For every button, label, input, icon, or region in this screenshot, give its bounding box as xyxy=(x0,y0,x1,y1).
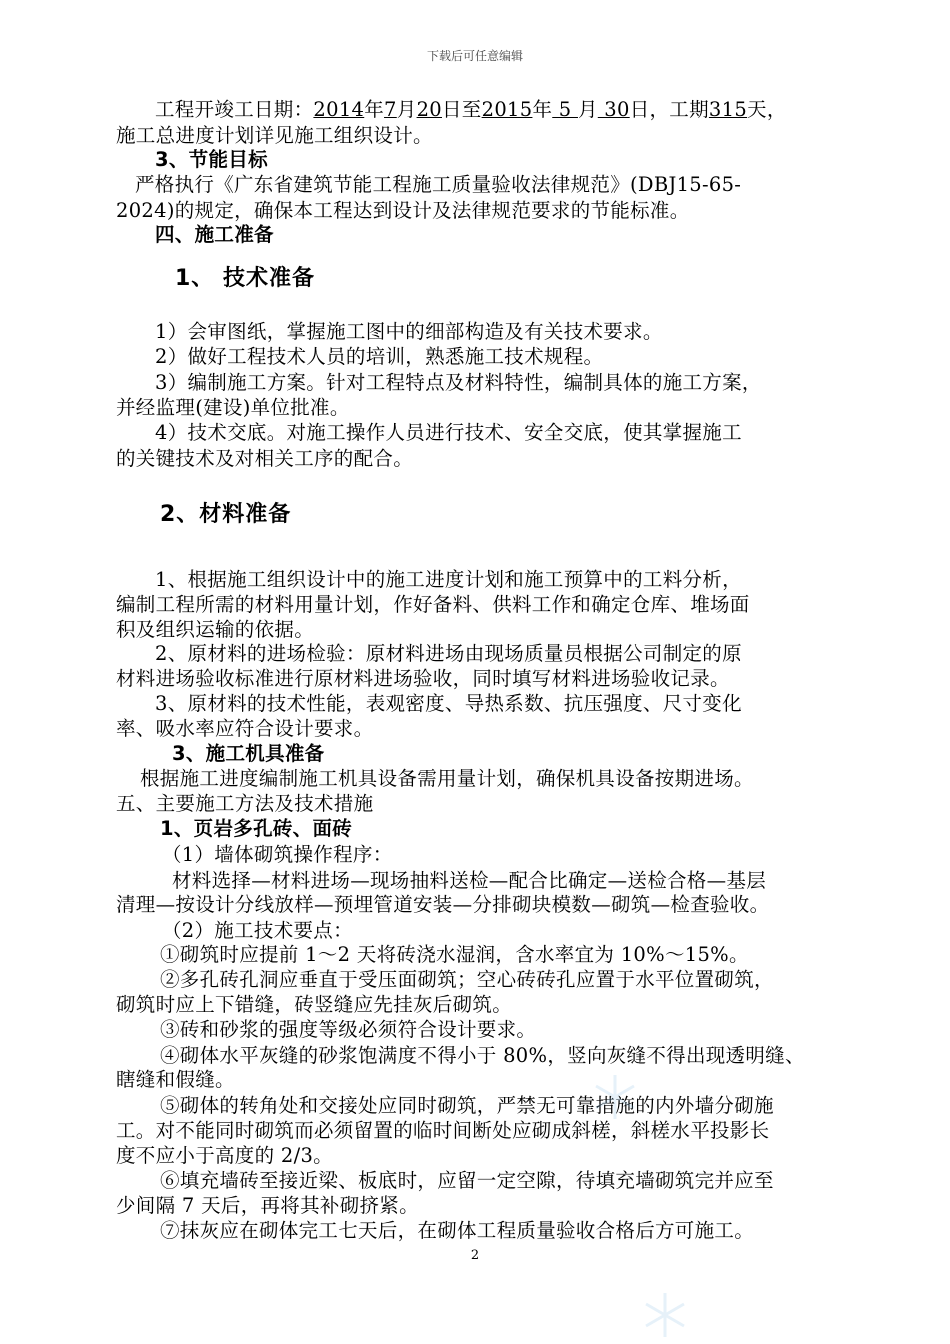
duration-days: 315 xyxy=(708,98,748,121)
start-day: 20 xyxy=(416,98,442,121)
paragraph-line: 严格执行《广东省建筑节能工程施工质量验收法律规范》(DBJ15-65- xyxy=(135,173,742,196)
header-note: 下载后可任意编辑 xyxy=(426,49,523,63)
snowflake-watermark-icon xyxy=(640,1290,690,1340)
paragraph-line: 编制工程所需的材料用量计划，作好备料、供料工作和确定仓库、堆场面 xyxy=(116,593,750,616)
paragraph-line: 率、吸水率应符合设计要求。 xyxy=(116,717,374,740)
paragraph-line: 并经监理(建设)单位批准。 xyxy=(116,396,350,419)
paragraph-line: （2）施工技术要点： xyxy=(162,919,353,942)
paragraph-line: ②多孔砖孔洞应垂直于受压面砌筑；空心砖砖孔应置于水平位置砌筑， xyxy=(160,968,774,991)
page-number: 2 xyxy=(470,1248,480,1263)
paragraph-line: ⑥填充墙砖至接近梁、板底时，应留一定空隙，待填充墙砌筑完并应至 xyxy=(160,1169,774,1192)
paragraph-line: ③砖和砂浆的强度等级必须符合设计要求。 xyxy=(160,1018,537,1041)
paragraph-line: 2）做好工程技术人员的培训，熟悉施工技术规程。 xyxy=(155,345,604,368)
section-heading: 3、施工机具准备 xyxy=(172,742,325,765)
paragraph-line: 4）技术交底。对施工操作人员进行技术、安全交底，使其掌握施工 xyxy=(155,421,742,444)
paragraph-line: 材料进场验收标准进行原材料进场验收，同时填写材料进场验收记录。 xyxy=(116,667,730,690)
paragraph-line: ①砌筑时应提前 1～2 天将砖浇水湿润，含水率宜为 10%～15%。 xyxy=(160,943,749,966)
end-day: 30 xyxy=(597,98,630,121)
paragraph-line: 清理—按设计分线放样—预埋管道安装—分排砌块模数—砌筑—检查验收。 xyxy=(116,893,770,916)
paragraph-line: 度不应小于高度的 2/3。 xyxy=(116,1144,333,1167)
end-month: 5 xyxy=(552,98,578,121)
paragraph-line: 积及组织运输的依据。 xyxy=(116,618,315,641)
paragraph-line: 2024)的规定，确保本工程达到设计及法律规范要求的节能标准。 xyxy=(116,199,690,222)
paragraph-line: 施工总进度计划详见施工组织设计。 xyxy=(116,124,433,147)
paragraph-line: 3、原材料的技术性能，表观密度、导热系数、抗压强度、尺寸变化 xyxy=(155,692,742,715)
paragraph-line: 根据施工进度编制施工机具设备需用量计划，确保机具设备按期进场。 xyxy=(140,767,754,790)
start-month: 7 xyxy=(384,98,397,121)
paragraph-line: 1、根据施工组织设计中的施工进度计划和施工预算中的工料分析， xyxy=(155,568,742,591)
paragraph-line: ④砌体水平灰缝的砂浆饱满度不得小于 80%，竖向灰缝不得出现透明缝、 xyxy=(160,1044,805,1067)
paragraph-line: ⑤砌体的转角处和交接处应同时砌筑，严禁无可靠措施的内外墙分砌施 xyxy=(160,1094,774,1117)
section-heading: 3、节能目标 xyxy=(155,148,268,171)
paragraph-line: （1）墙体砌筑操作程序： xyxy=(162,843,393,866)
paragraph-line: 3）编制施工方案。针对工程特点及材料特性，编制具体的施工方案， xyxy=(155,371,762,394)
paragraph-line: 材料选择—材料进场—现场抽料送检—配合比确定—送检合格—基层 xyxy=(172,869,766,892)
section-heading: 四、施工准备 xyxy=(155,223,274,246)
schedule-line: 工程开竣工日期：2014年7月20日至2015年 5 月 30日，工期315天， xyxy=(155,98,787,121)
section-heading: 1、页岩多孔砖、面砖 xyxy=(160,817,353,840)
paragraph-line: ⑦抹灰应在砌体完工七天后，在砌体工程质量验收合格后方可施工。 xyxy=(160,1219,755,1242)
paragraph-line: 砌筑时应上下错缝，砖竖缝应先挂灰后砌筑。 xyxy=(116,993,513,1016)
end-year: 2015 xyxy=(481,98,533,121)
paragraph-line: 2、原材料的进场检验：原材料进场由现场质量员根据公司制定的原 xyxy=(155,642,742,665)
subsection-heading: 1、 技术准备 xyxy=(175,266,315,291)
paragraph-line: 工。对不能同时砌筑而必须留置的临时间断处应砌成斜槎，斜槎水平投影长 xyxy=(116,1119,770,1142)
paragraph-line: 少间隔 7 天后，再将其补砌挤紧。 xyxy=(116,1194,419,1217)
snowflake-watermark-icon xyxy=(590,1072,640,1122)
section-heading: 五、主要施工方法及技术措施 xyxy=(116,792,374,815)
paragraph-line: 1）会审图纸，掌握施工图中的细部构造及有关技术要求。 xyxy=(155,320,663,343)
paragraph-line: 的关键技术及对相关工序的配合。 xyxy=(116,447,414,470)
paragraph-line: 瞎缝和假缝。 xyxy=(116,1068,235,1091)
start-year: 2014 xyxy=(313,98,365,121)
subsection-heading: 2、材料准备 xyxy=(160,502,292,527)
